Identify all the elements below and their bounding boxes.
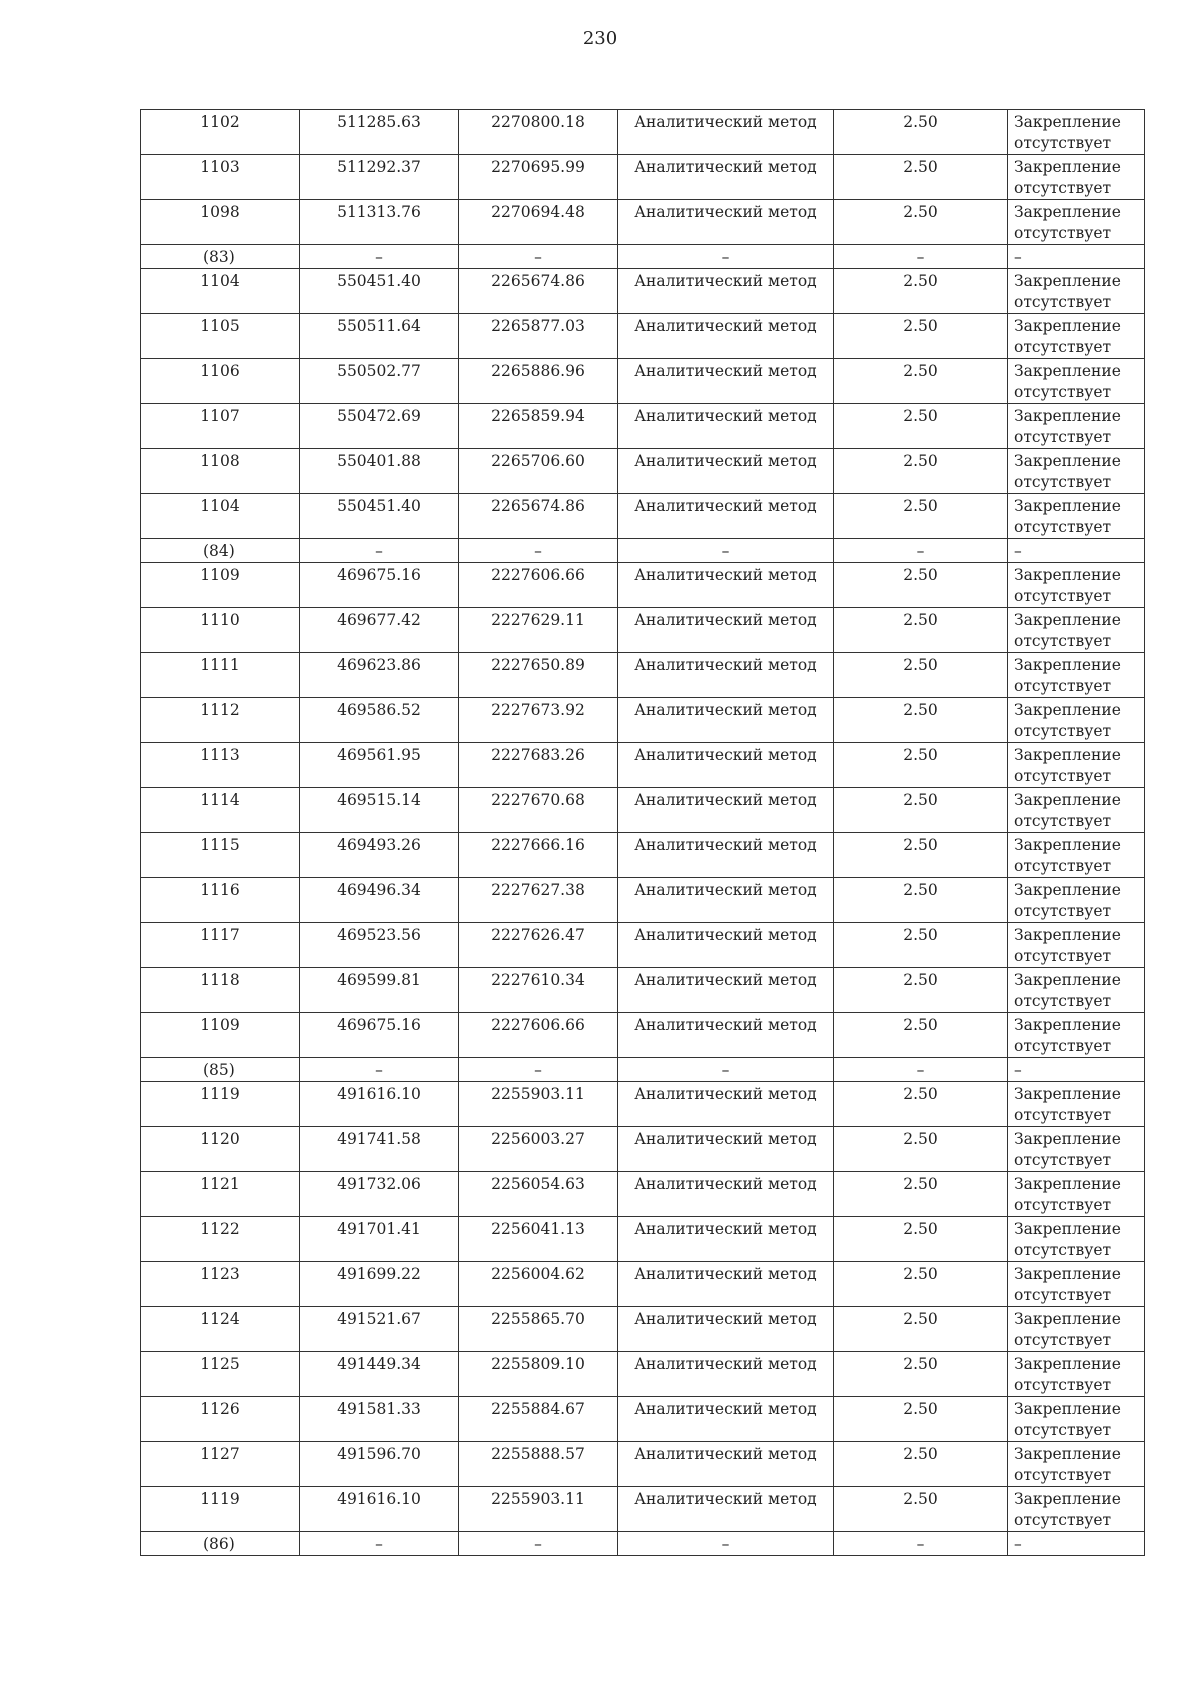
point-number-cell: 1105 (141, 314, 300, 359)
table-row (141, 878, 1145, 923)
method-cell: Аналитический метод (618, 155, 834, 200)
y-coordinate-cell: 2227610.34 (459, 968, 618, 1013)
accuracy-cell: 2.50 (834, 359, 1008, 404)
method-cell: Аналитический метод (618, 1082, 834, 1127)
fixation-cell: – (1008, 245, 1145, 269)
table-row (141, 653, 1145, 698)
point-number-cell: 1118 (141, 968, 300, 1013)
method-cell: Аналитический метод (618, 314, 834, 359)
point-number-cell: 1114 (141, 788, 300, 833)
accuracy-cell: 2.50 (834, 563, 1008, 608)
y-coordinate-cell: – (459, 539, 618, 563)
point-number-cell: (84) (141, 539, 300, 563)
x-coordinate-cell: 469561.95 (300, 743, 459, 788)
y-coordinate-cell: 2265674.86 (459, 269, 618, 314)
table-row (141, 1397, 1145, 1442)
y-coordinate-cell: 2227627.38 (459, 878, 618, 923)
method-cell: Аналитический метод (618, 788, 834, 833)
table-row (141, 449, 1145, 494)
y-coordinate-cell: – (459, 1058, 618, 1082)
table-row (141, 923, 1145, 968)
table-row (141, 200, 1145, 245)
table-row (141, 833, 1145, 878)
method-cell: Аналитический метод (618, 404, 834, 449)
accuracy-cell: 2.50 (834, 1127, 1008, 1172)
accuracy-cell: 2.50 (834, 1442, 1008, 1487)
table-row (141, 1172, 1145, 1217)
accuracy-cell: – (834, 1058, 1008, 1082)
y-coordinate-cell: 2227650.89 (459, 653, 618, 698)
table-row (141, 494, 1145, 539)
fixation-cell: Закрепление отсутствует (1008, 110, 1145, 155)
fixation-cell: Закрепление отсутствует (1008, 1013, 1145, 1058)
table-row (141, 698, 1145, 743)
contour-separator-row (141, 1058, 1145, 1082)
point-number-cell: (85) (141, 1058, 300, 1082)
x-coordinate-cell: 550451.40 (300, 494, 459, 539)
x-coordinate-cell: 550451.40 (300, 269, 459, 314)
point-number-cell: 1104 (141, 494, 300, 539)
y-coordinate-cell: 2227606.66 (459, 1013, 618, 1058)
accuracy-cell: 2.50 (834, 155, 1008, 200)
table-row (141, 110, 1145, 155)
accuracy-cell: 2.50 (834, 200, 1008, 245)
point-number-cell: 1109 (141, 1013, 300, 1058)
y-coordinate-cell: 2256004.62 (459, 1262, 618, 1307)
x-coordinate-cell: 491596.70 (300, 1442, 459, 1487)
point-number-cell: 1115 (141, 833, 300, 878)
method-cell: Аналитический метод (618, 1307, 834, 1352)
y-coordinate-cell: – (459, 1532, 618, 1556)
point-number-cell: 1121 (141, 1172, 300, 1217)
accuracy-cell: 2.50 (834, 449, 1008, 494)
coordinates-table (140, 109, 1145, 1556)
table-row (141, 1217, 1145, 1262)
accuracy-cell: 2.50 (834, 494, 1008, 539)
x-coordinate-cell: 491521.67 (300, 1307, 459, 1352)
method-cell: Аналитический метод (618, 1397, 834, 1442)
y-coordinate-cell: 2256054.63 (459, 1172, 618, 1217)
accuracy-cell: 2.50 (834, 1307, 1008, 1352)
accuracy-cell: 2.50 (834, 1262, 1008, 1307)
fixation-cell: Закрепление отсутствует (1008, 1397, 1145, 1442)
fixation-cell: Закрепление отсутствует (1008, 833, 1145, 878)
x-coordinate-cell: 469496.34 (300, 878, 459, 923)
accuracy-cell: 2.50 (834, 1397, 1008, 1442)
accuracy-cell: 2.50 (834, 404, 1008, 449)
table-row (141, 155, 1145, 200)
coordinates-table-body (141, 110, 1145, 1556)
point-number-cell: 1111 (141, 653, 300, 698)
method-cell: – (618, 1532, 834, 1556)
y-coordinate-cell: 2255809.10 (459, 1352, 618, 1397)
fixation-cell: Закрепление отсутствует (1008, 1217, 1145, 1262)
accuracy-cell: 2.50 (834, 1217, 1008, 1262)
point-number-cell: 1126 (141, 1397, 300, 1442)
table-row (141, 1262, 1145, 1307)
x-coordinate-cell: – (300, 1058, 459, 1082)
accuracy-cell: 2.50 (834, 1082, 1008, 1127)
fixation-cell: Закрепление отсутствует (1008, 155, 1145, 200)
x-coordinate-cell: 511292.37 (300, 155, 459, 200)
accuracy-cell: 2.50 (834, 1487, 1008, 1532)
y-coordinate-cell: 2265877.03 (459, 314, 618, 359)
accuracy-cell: – (834, 1532, 1008, 1556)
point-number-cell: 1109 (141, 563, 300, 608)
y-coordinate-cell: 2255865.70 (459, 1307, 618, 1352)
accuracy-cell: – (834, 245, 1008, 269)
method-cell: – (618, 1058, 834, 1082)
fixation-cell: Закрепление отсутствует (1008, 1442, 1145, 1487)
point-number-cell: 1125 (141, 1352, 300, 1397)
table-row (141, 563, 1145, 608)
x-coordinate-cell: 550511.64 (300, 314, 459, 359)
method-cell: Аналитический метод (618, 833, 834, 878)
accuracy-cell: 2.50 (834, 653, 1008, 698)
method-cell: Аналитический метод (618, 743, 834, 788)
method-cell: Аналитический метод (618, 1013, 834, 1058)
x-coordinate-cell: 469677.42 (300, 608, 459, 653)
point-number-cell: 1119 (141, 1487, 300, 1532)
fixation-cell: Закрепление отсутствует (1008, 269, 1145, 314)
point-number-cell: 1123 (141, 1262, 300, 1307)
contour-separator-row (141, 1532, 1145, 1556)
method-cell: Аналитический метод (618, 494, 834, 539)
x-coordinate-cell: 469675.16 (300, 1013, 459, 1058)
accuracy-cell: 2.50 (834, 608, 1008, 653)
point-number-cell: 1120 (141, 1127, 300, 1172)
method-cell: Аналитический метод (618, 563, 834, 608)
contour-separator-row (141, 539, 1145, 563)
x-coordinate-cell: 511313.76 (300, 200, 459, 245)
fixation-cell: Закрепление отсутствует (1008, 1127, 1145, 1172)
method-cell: Аналитический метод (618, 653, 834, 698)
accuracy-cell: 2.50 (834, 833, 1008, 878)
method-cell: Аналитический метод (618, 1487, 834, 1532)
page-number: 230 (582, 28, 618, 49)
fixation-cell: – (1008, 1532, 1145, 1556)
y-coordinate-cell: 2270694.48 (459, 200, 618, 245)
x-coordinate-cell: 491449.34 (300, 1352, 459, 1397)
accuracy-cell: 2.50 (834, 878, 1008, 923)
fixation-cell: Закрепление отсутствует (1008, 449, 1145, 494)
method-cell: Аналитический метод (618, 1217, 834, 1262)
accuracy-cell: 2.50 (834, 788, 1008, 833)
x-coordinate-cell: 469523.56 (300, 923, 459, 968)
method-cell: – (618, 245, 834, 269)
accuracy-cell: 2.50 (834, 314, 1008, 359)
y-coordinate-cell: 2255888.57 (459, 1442, 618, 1487)
point-number-cell: (83) (141, 245, 300, 269)
y-coordinate-cell: 2265706.60 (459, 449, 618, 494)
point-number-cell: 1113 (141, 743, 300, 788)
table-row (141, 1082, 1145, 1127)
method-cell: Аналитический метод (618, 110, 834, 155)
x-coordinate-cell: – (300, 245, 459, 269)
fixation-cell: Закрепление отсутствует (1008, 200, 1145, 245)
point-number-cell: (86) (141, 1532, 300, 1556)
y-coordinate-cell: 2265859.94 (459, 404, 618, 449)
method-cell: Аналитический метод (618, 608, 834, 653)
x-coordinate-cell: 491616.10 (300, 1487, 459, 1532)
fixation-cell: Закрепление отсутствует (1008, 494, 1145, 539)
fixation-cell: Закрепление отсутствует (1008, 698, 1145, 743)
x-coordinate-cell: 550472.69 (300, 404, 459, 449)
table-row (141, 1352, 1145, 1397)
x-coordinate-cell: 469599.81 (300, 968, 459, 1013)
y-coordinate-cell: 2227606.66 (459, 563, 618, 608)
x-coordinate-cell: 469493.26 (300, 833, 459, 878)
x-coordinate-cell: 491732.06 (300, 1172, 459, 1217)
point-number-cell: 1110 (141, 608, 300, 653)
y-coordinate-cell: 2270800.18 (459, 110, 618, 155)
accuracy-cell: 2.50 (834, 1172, 1008, 1217)
table-row (141, 404, 1145, 449)
accuracy-cell: 2.50 (834, 968, 1008, 1013)
y-coordinate-cell: 2255903.11 (459, 1487, 618, 1532)
table-row (141, 608, 1145, 653)
method-cell: Аналитический метод (618, 200, 834, 245)
accuracy-cell: 2.50 (834, 269, 1008, 314)
fixation-cell: Закрепление отсутствует (1008, 788, 1145, 833)
fixation-cell: Закрепление отсутствует (1008, 404, 1145, 449)
table-row (141, 788, 1145, 833)
x-coordinate-cell: 469515.14 (300, 788, 459, 833)
point-number-cell: 1112 (141, 698, 300, 743)
x-coordinate-cell: – (300, 1532, 459, 1556)
x-coordinate-cell: 511285.63 (300, 110, 459, 155)
method-cell: Аналитический метод (618, 968, 834, 1013)
point-number-cell: 1124 (141, 1307, 300, 1352)
accuracy-cell: 2.50 (834, 743, 1008, 788)
fixation-cell: Закрепление отсутствует (1008, 608, 1145, 653)
fixation-cell: Закрепление отсутствует (1008, 1262, 1145, 1307)
x-coordinate-cell: – (300, 539, 459, 563)
method-cell: Аналитический метод (618, 1352, 834, 1397)
y-coordinate-cell: 2265674.86 (459, 494, 618, 539)
x-coordinate-cell: 550502.77 (300, 359, 459, 404)
method-cell: Аналитический метод (618, 698, 834, 743)
x-coordinate-cell: 469623.86 (300, 653, 459, 698)
method-cell: Аналитический метод (618, 1127, 834, 1172)
point-number-cell: 1119 (141, 1082, 300, 1127)
fixation-cell: – (1008, 1058, 1145, 1082)
point-number-cell: 1098 (141, 200, 300, 245)
y-coordinate-cell: 2227670.68 (459, 788, 618, 833)
y-coordinate-cell: 2270695.99 (459, 155, 618, 200)
point-number-cell: 1106 (141, 359, 300, 404)
x-coordinate-cell: 469586.52 (300, 698, 459, 743)
method-cell: Аналитический метод (618, 449, 834, 494)
y-coordinate-cell: – (459, 245, 618, 269)
y-coordinate-cell: 2227629.11 (459, 608, 618, 653)
y-coordinate-cell: 2256003.27 (459, 1127, 618, 1172)
table-row (141, 968, 1145, 1013)
accuracy-cell: 2.50 (834, 698, 1008, 743)
point-number-cell: 1102 (141, 110, 300, 155)
x-coordinate-cell: 469675.16 (300, 563, 459, 608)
fixation-cell: Закрепление отсутствует (1008, 1487, 1145, 1532)
fixation-cell: Закрепление отсутствует (1008, 923, 1145, 968)
fixation-cell: Закрепление отсутствует (1008, 1352, 1145, 1397)
accuracy-cell: – (834, 539, 1008, 563)
table-row (141, 314, 1145, 359)
accuracy-cell: 2.50 (834, 1013, 1008, 1058)
x-coordinate-cell: 550401.88 (300, 449, 459, 494)
table-row (141, 1013, 1145, 1058)
point-number-cell: 1108 (141, 449, 300, 494)
fixation-cell: Закрепление отсутствует (1008, 878, 1145, 923)
table-row (141, 1127, 1145, 1172)
method-cell: Аналитический метод (618, 1442, 834, 1487)
method-cell: – (618, 539, 834, 563)
method-cell: Аналитический метод (618, 878, 834, 923)
method-cell: Аналитический метод (618, 1172, 834, 1217)
point-number-cell: 1104 (141, 269, 300, 314)
fixation-cell: – (1008, 539, 1145, 563)
fixation-cell: Закрепление отсутствует (1008, 968, 1145, 1013)
y-coordinate-cell: 2227626.47 (459, 923, 618, 968)
table-row (141, 743, 1145, 788)
y-coordinate-cell: 2227683.26 (459, 743, 618, 788)
table-row (141, 269, 1145, 314)
point-number-cell: 1122 (141, 1217, 300, 1262)
y-coordinate-cell: 2256041.13 (459, 1217, 618, 1262)
x-coordinate-cell: 491616.10 (300, 1082, 459, 1127)
point-number-cell: 1127 (141, 1442, 300, 1487)
table-row (141, 1442, 1145, 1487)
fixation-cell: Закрепление отсутствует (1008, 359, 1145, 404)
method-cell: Аналитический метод (618, 923, 834, 968)
y-coordinate-cell: 2265886.96 (459, 359, 618, 404)
method-cell: Аналитический метод (618, 269, 834, 314)
contour-separator-row (141, 245, 1145, 269)
point-number-cell: 1117 (141, 923, 300, 968)
y-coordinate-cell: 2227666.16 (459, 833, 618, 878)
x-coordinate-cell: 491581.33 (300, 1397, 459, 1442)
fixation-cell: Закрепление отсутствует (1008, 743, 1145, 788)
method-cell: Аналитический метод (618, 1262, 834, 1307)
y-coordinate-cell: 2255884.67 (459, 1397, 618, 1442)
point-number-cell: 1107 (141, 404, 300, 449)
table-row (141, 1307, 1145, 1352)
y-coordinate-cell: 2255903.11 (459, 1082, 618, 1127)
point-number-cell: 1103 (141, 155, 300, 200)
table-row (141, 1487, 1145, 1532)
x-coordinate-cell: 491699.22 (300, 1262, 459, 1307)
fixation-cell: Закрепление отсутствует (1008, 653, 1145, 698)
y-coordinate-cell: 2227673.92 (459, 698, 618, 743)
x-coordinate-cell: 491701.41 (300, 1217, 459, 1262)
fixation-cell: Закрепление отсутствует (1008, 563, 1145, 608)
fixation-cell: Закрепление отсутствует (1008, 314, 1145, 359)
fixation-cell: Закрепление отсутствует (1008, 1172, 1145, 1217)
fixation-cell: Закрепление отсутствует (1008, 1307, 1145, 1352)
table-row (141, 359, 1145, 404)
method-cell: Аналитический метод (618, 359, 834, 404)
point-number-cell: 1116 (141, 878, 300, 923)
accuracy-cell: 2.50 (834, 1352, 1008, 1397)
accuracy-cell: 2.50 (834, 923, 1008, 968)
fixation-cell: Закрепление отсутствует (1008, 1082, 1145, 1127)
x-coordinate-cell: 491741.58 (300, 1127, 459, 1172)
accuracy-cell: 2.50 (834, 110, 1008, 155)
